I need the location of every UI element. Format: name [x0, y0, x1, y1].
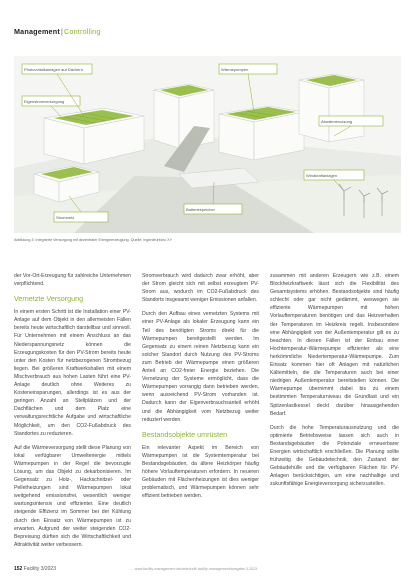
paragraph: Ein relevanter Aspekt im Bereich von Wärmepumpen ist die Systemtemperatur bei Bestandsgebäuden, da ältere Heizkörper häufig höhere Vorlauftemperaturen erfordern. In neueren Gebäuden mit Flächenheizungen ist dies weniger problematisch, und Wärmepumpen können sehr effizient betrieben werden.	[142, 444, 259, 500]
fig-label-wind: Windkraftanlagen	[306, 173, 338, 178]
paragraph: zusammen mit anderen Erzeugern wie z.B. einem Blockheizkraftwerk lässt sich die Flexibilität des Gesamtsystems erhöhen. Bestandsobjekte sind häufig schlecht oder gar nicht gedämmt, weswegen sie effiziente Wärmepumpen mit hohen Vorlauftemperaturen benötigen und das Heizverhalten der Temperaturen im Heizkreis regelt. Insbesondere eine Abhängigkeit von der Außentemperatur gilt es zu beachten. In diesen Fällen ist der Einbau einer Hochtemperatur-Wärmepumpe effizienter als eine herkömmliche Niedertemperatur-Wärmepumpe. Zum Einsatz kommen hier oft Anlagen mit natürlichen Kältemitteln, die die Temperaturen auch bei einer niedrigen Außentemperatur bereitstellen können. Die Wärmepumpe übernimmt dabei bis zu einem bestimmten Temperaturniveau die Grundlast und ein Spitzenlastkessel deckt darüber hinausgehenden Bedarf.	[270, 273, 399, 417]
text-column-3	[270, 272, 399, 488]
paragraph: Stromverbrauch wird dadurch zwar erhöht, aber der Strom gleicht sich mit selbst erzeugtem PV-Strom aus, wodurch im CO2-Fußabdruck des Standorts insgesamt weniger Emissionen anfallen.	[142, 273, 259, 304]
fig-label-pv: Photovoltaikanlagen auf Dächern	[24, 67, 83, 72]
section-label: Management	[14, 27, 60, 36]
header-separator: |	[60, 27, 64, 36]
energy-system-illustration	[14, 56, 401, 233]
footer-link[interactable]: → www.facility-management.de/zeitschrift-facility-management/ausgabe-3-2023	[130, 567, 258, 571]
fig-label-battery: Batteriespeicher	[186, 207, 215, 212]
fig-label-grid: Stromnetz	[56, 215, 75, 220]
page-footer	[0, 566, 413, 578]
issue-label: 3/2023	[40, 566, 56, 572]
paragraph: Durch die hohe Temperaturausnutzung und die optimierte Betriebsweise lassen sich auch in Bestandsgebäuden die Potenziale erneuerbarer Energien wirtschaftlich erschließen. Die Planung sollte frühzeitig die Gebäudetechnik, den Zustand der Gebäudehülle und die verfügbaren Flächen für PV-Anlagen berücksichtigen, um eine nachhaltige und zukunftsfähige Energieversorgung sicherzustellen.	[270, 424, 399, 488]
fig-label-self-supply: Eigenstromversorgung	[24, 99, 65, 104]
section-heading: Bestandsobjekte umrüsten	[142, 429, 228, 439]
city-illustration	[14, 56, 401, 233]
fig-label-heatpumps: Wärmepumpen	[221, 67, 249, 72]
page-number: 152	[14, 566, 23, 572]
fig-label-waste-heat: Abwärmenutzung	[321, 119, 353, 124]
magazine-name: Facility	[23, 566, 40, 572]
figure-caption: Abbildung 3: Integrierte Versorgung mit dezentraler Energieerzeugung. Quelle: Ingenieurbüro XY	[14, 238, 173, 242]
text-column-1	[14, 272, 131, 549]
section-heading: Vernetzte Versorgung	[14, 294, 84, 304]
paragraph: Auf die Wärmeversorgung stellt diese Planung von lokal verfügbarer Umweltenergie mittels Wärmepumpen in der Regel die bevorzugte Lösung, um das Objekt zu dekarbonisieren. Im Gegensatz zu Holz-, Hackschnitzel- oder Pelletheizungen sind Wärmepumpen lokal weitgehend emissionsfrei, wesentlich weniger wartungsintensiv und effizienter. Eine deutlich steigende Effizienz im Sommer bei der Kühlung durch den Einsatz von Wärmepumpen ist zu erwarten. Aufgrund der weiter steigenden CO2-Bepreisung dürften sich die Wirtschaftlichkeit und Attraktivität weiter verbessern.	[14, 444, 131, 548]
paragraph: In einem ersten Schritt ist die Installation einer PV-Anlage auf dem Objekt in den allermeisten Fällen bereits heute wirtschaftlich darstellbar und sinnvoll. Für Unternehmen mit einem Anschluss an das Niederspannungsnetz können die Erzeugungskosten für den PV-Strom bereits heute unter den Kosten für netzbezogenen Strombezug liegen. Bei größeren Kraftwerkshallen mit einem Mischverbrauch aus hohen Lasten führt eine PV-Anlage deutlich ohne Weiteres zu Kosteneinsparungen, allerdings ist es aus der geringen Anzahl an Stellplätzen und der Dachflächen und dem Platz eine verwaltungsrechtliche Aufgabe und wirtschaftliche Möglichkeit, um den CO2-Fußabdruck des Standortes zu reduzieren.	[14, 309, 131, 437]
subsection-label: Controlling	[64, 27, 101, 36]
page-info	[14, 566, 56, 572]
paragraph: der Vor-Ort-Erzeugung für zahlreiche Unternehmen verpflichtend.	[14, 273, 131, 288]
text-column-2	[142, 272, 259, 500]
paragraph: Durch den Aufbau eines vernetzten Systems mit einer PV-Anlage als lokaler Erzeugung kann ein Teil des benötigten Stroms direkt für die Wärmepumpen bereitgestellt werden. Im Gegensatz zu einem reinen Netzbezug kann ein solcher Standort durch Nutzung des PV-Stroms zum Betrieb der Wärmepumpe einen größeren Anteil an CO2-freier Energie beziehen. Die Vernetzung der Systeme ermöglicht, dass die Wärmepumpen vorrangig dann betrieben werden, wenn ausreichend PV-Strom vorhanden ist. Dadurch kann der Eigenverbrauchsanteil erhöht und die Abhängigkeit vom Netzbezug weiter reduziert werden.	[142, 311, 259, 423]
page-header	[14, 27, 101, 36]
